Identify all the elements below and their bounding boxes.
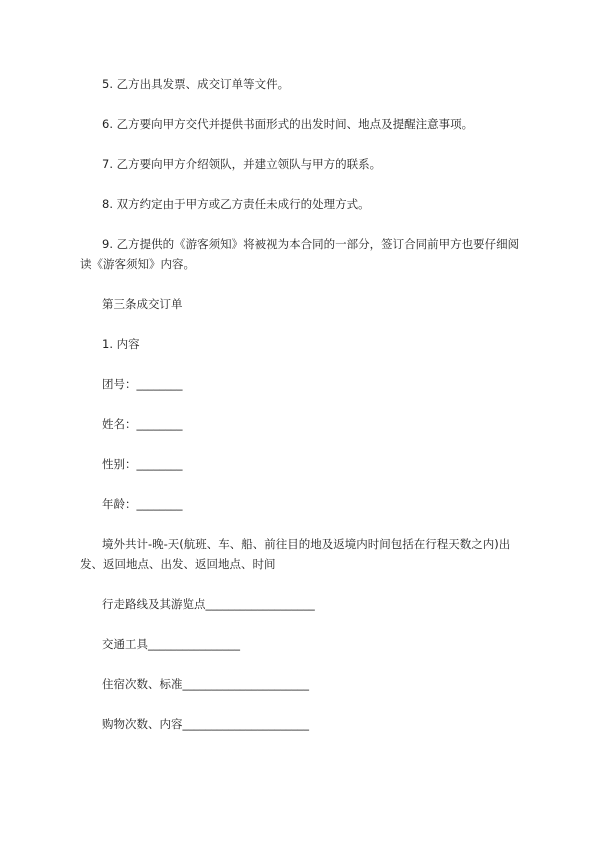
clause-item-7: 7. 乙方要向甲方介绍领队，并建立领队与甲方的联系。 [102, 157, 382, 171]
shopping-field: 购物次数、内容______________________ [102, 717, 309, 731]
gender-field: 性别：________ [102, 457, 183, 471]
clause-item-6: 6. 乙方要向甲方交代并提供书面形式的出发时间、地点及提醒注意事项。 [102, 117, 474, 131]
subsection-heading: 1. 内容 [102, 337, 140, 351]
transport-field: 交通工具________________ [102, 637, 240, 651]
clause-item-8: 8. 双方约定由于甲方或乙方责任未成行的处理方式。 [102, 197, 370, 211]
section-heading: 第三条成交订单 [102, 297, 183, 311]
route-field: 行走路线及其游览点___________________ [102, 597, 315, 611]
clause-item-9: 9. 乙方提供的《游客须知》将被视为本合同的一部分，签订合同前甲方也要仔细阅读《游客须知》内容。 [80, 237, 520, 271]
trip-duration-text: 境外共计-晚-天(航班、车、船、前往目的地及返境内时间包括在行程天数之内)出发、返回地点、出发、返回地点、时间 [80, 537, 511, 571]
accommodation-field: 住宿次数、标准______________________ [102, 677, 309, 691]
name-field: 姓名：________ [102, 417, 183, 431]
group-number-field: 团号：________ [102, 377, 183, 391]
clause-item-5: 5. 乙方出具发票、成交订单等文件。 [102, 77, 290, 91]
age-field: 年龄：________ [102, 497, 183, 511]
